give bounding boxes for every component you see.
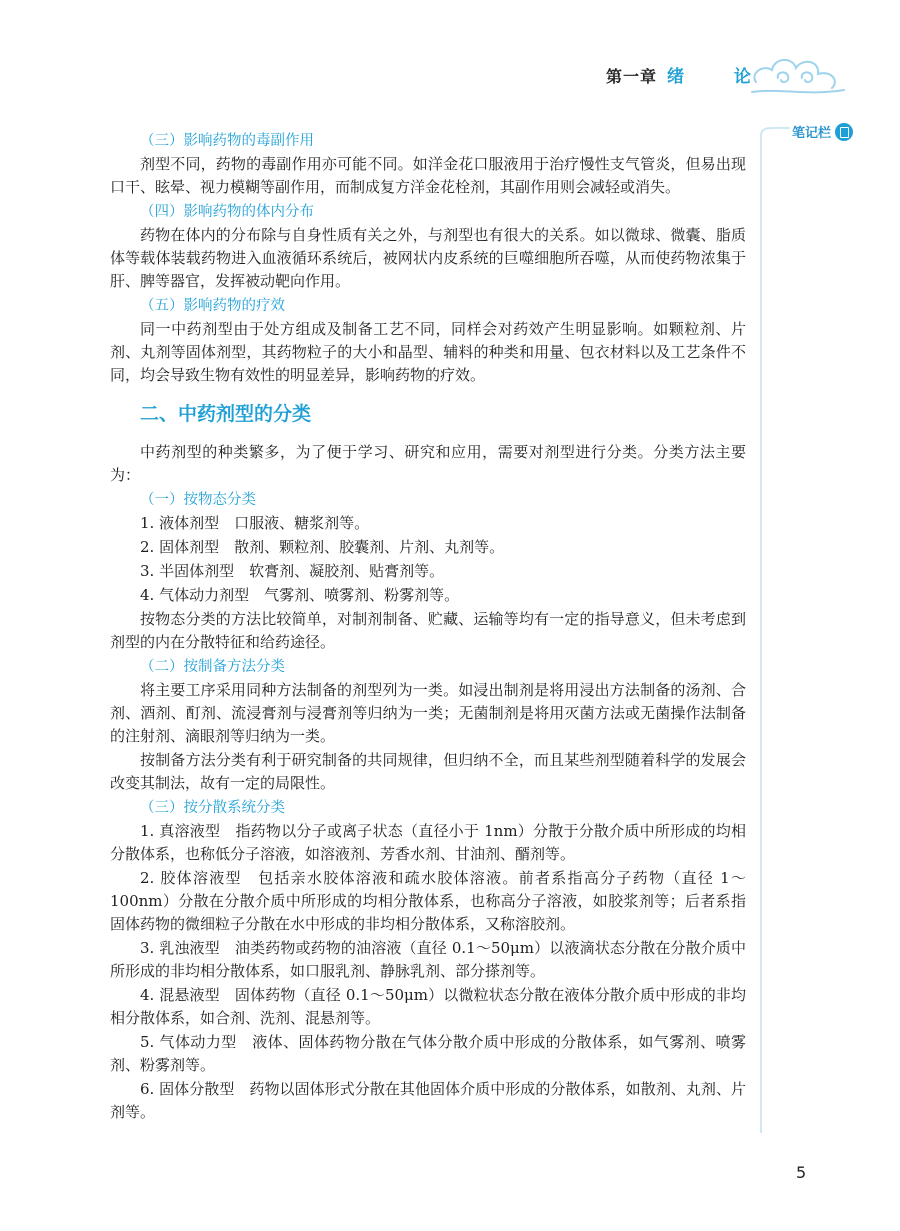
paragraph: 药物在体内的分布除与自身性质有关之外，与剂型也有很大的关系。如以微球、微囊、脂质体等载体装载药物进入血液循环系统后，被网状内皮系统的巨噬细胞所吞噬，从而使药物浓集于肝、脾等器官，发挥被动靶向作用。	[110, 226, 746, 290]
list-item: 5. 气体动力型 液体、固体药物分散在气体分散介质中形成的分散体系，如气雾剂、喷雾剂、粉雾剂等。	[110, 1033, 746, 1074]
chapter-label: 第一章	[606, 67, 658, 86]
paragraph: 按物态分类的方法比较简单，对制剂制备、贮藏、运输等均有一定的指导意义，但未考虑到剂型的内在分散特征和给药途径。	[110, 610, 746, 651]
chapter-title: 绪 论	[667, 67, 773, 87]
list-item: 3. 半固体剂型 软膏剂、凝胶剂、贴膏剂等。	[140, 562, 445, 580]
subsection-title: （三）按分散系统分类	[140, 800, 285, 816]
list-item: 4. 混悬液型 固体药物（直径 0.1～50μm）以微粒状态分散在液体分散介质中形成的非均相分散体系，如合剂、洗剂、混悬剂等。	[110, 986, 746, 1027]
notes-column-label	[792, 122, 853, 141]
list-item: 1. 液体剂型 口服液、糖浆剂等。	[140, 514, 370, 532]
subsection-title: （二）按制备方法分类	[140, 659, 285, 675]
list-item: 4. 气体动力剂型 气雾剂、喷雾剂、粉雾剂等。	[140, 586, 460, 604]
subsection-title: （三）影响药物的毒副作用	[140, 133, 314, 149]
paragraph: 将主要工序采用同种方法制备的剂型列为一类。如浸出制剂是将用浸出方法制备的汤剂、合剂、酒剂、酊剂、流浸膏剂与浸膏剂等归纳为一类；无菌制剂是将用灭菌方法或无菌操作法制备的注射剂、滴眼剂等归纳为一类。	[110, 681, 746, 745]
paragraph: 按制备方法分类有利于研究制备的共同规律，但归纳不全，而且某些剂型随着科学的发展会改变其制法，故有一定的局限性。	[110, 751, 746, 792]
subsection-title: （五）影响药物的疗效	[140, 298, 285, 314]
section-title: 二、中药剂型的分类	[140, 403, 312, 425]
page-body	[110, 128, 746, 1125]
list-item: 3. 乳浊液型 油类药物或药物的油溶液（直径 0.1～50μm）以液滴状态分散在分散介质中所形成的非均相分散体系，如口服乳剂、静脉乳剂、部分搽剂等。	[110, 939, 746, 980]
subsection-title: （四）影响药物的体内分布	[140, 204, 314, 220]
notes-rail	[760, 133, 762, 1133]
list-item: 2. 胶体溶液型 包括亲水胶体溶液和疏水胶体溶液。前者系指高分子药物（直径 1～100nm）分散在分散介质中所形成的均相分散体系，也称高分子溶液，如胶浆剂等；后者系指固体药物的微细粒子分散在水中形成的非均相分散体系，又称溶胶剂。	[110, 869, 746, 933]
list-item: 2. 固体剂型 散剂、颗粒剂、胶囊剂、片剂、丸剂等。	[140, 538, 505, 556]
list-item: 1. 真溶液型 指药物以分子或离子状态（直径小于 1nm）分散于分散介质中所形成的均相分散体系，也称低分子溶液，如溶液剂、芳香水剂、甘油剂、醑剂等。	[110, 822, 746, 863]
paragraph: 中药剂型的种类繁多，为了便于学习、研究和应用，需要对剂型进行分类。分类方法主要为：	[110, 443, 746, 484]
subsection-title: （一）按物态分类	[140, 492, 256, 508]
list-item: 6. 固体分散型 药物以固体形式分散在其他固体介质中形成的分散体系，如散剂、丸剂、片剂等。	[110, 1080, 746, 1121]
cloud-ornament-icon	[748, 48, 848, 100]
notepad-icon	[835, 123, 853, 141]
page-number: 5	[796, 1163, 807, 1182]
paragraph: 同一中药剂型由于处方组成及制备工艺不同，同样会对药效产生明显影响。如颗粒剂、片剂、丸剂等固体剂型，其药物粒子的大小和晶型、辅料的种类和用量、包衣材料以及工艺条件不同，均会导致生物有效性的明显差异，影响药物的疗效。	[110, 320, 746, 384]
paragraph: 剂型不同，药物的毒副作用亦可能不同。如洋金花口服液用于治疗慢性支气管炎，但易出现口干、眩晕、视力模糊等副作用，而制成复方洋金花栓剂，其副作用则会减轻或消失。	[110, 155, 746, 196]
notes-label-text: 笔记栏	[792, 126, 832, 141]
